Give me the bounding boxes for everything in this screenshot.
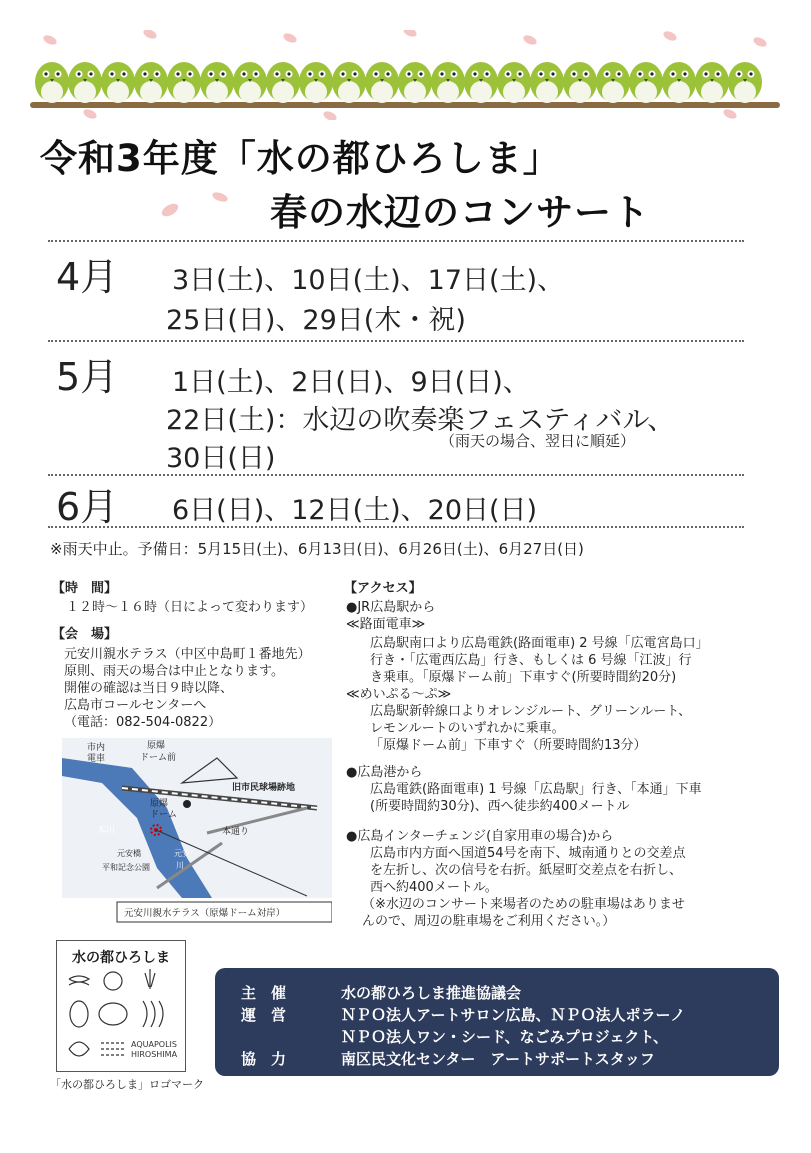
may-dates-line-3: 30日(日) (166, 443, 276, 474)
bird-icon (662, 62, 696, 103)
map-label-dome-mae: ドーム前 (140, 753, 177, 763)
month-june: 6月 (56, 485, 119, 529)
access-line: レモンルートのいずれかに乗車。 (370, 721, 565, 736)
divider (48, 240, 744, 242)
petal (282, 31, 298, 44)
bird-icon (365, 62, 399, 103)
access-line: 「原爆ドーム前」下車すぐ（所要時間約13分） (370, 738, 647, 753)
may-rain-postpone-note: （雨天の場合、翌日に順延） (440, 432, 636, 450)
divider (48, 340, 744, 342)
bird-icon (497, 62, 531, 103)
petal (142, 30, 158, 41)
venue-line-1: 元安川親水テラス（中区中島町１番地先） (64, 647, 311, 662)
sponsor-role-organizer: 主 催 (241, 984, 287, 1002)
access-line: 広島駅新幹線口よりオレンジルート、グリーンルート、 (370, 704, 692, 719)
map-label-motoyasu: 元安 (174, 849, 190, 858)
june-dates-line-1: 6日(日)、12日(土)、20日(日) (172, 495, 538, 526)
access-line: (所要時間約30分)、西へ徒歩約400メートル (370, 799, 630, 814)
divider (48, 474, 744, 476)
map-caption: 元安川親水テラス（原爆ドーム対岸） (124, 908, 286, 919)
branch (30, 102, 780, 108)
sponsor-name-operation-1: ＮＰＯ法人アートサロン広島、ＮＰＯ法人ポラーノ (341, 1006, 686, 1024)
april-dates-line-1: 3日(土)、10日(土)、17日(土)、 (172, 265, 565, 296)
bird-icon (101, 62, 135, 103)
map-label-shinai: 市内 (87, 743, 106, 753)
venue-map (62, 738, 332, 923)
bird-icon (35, 62, 69, 103)
access-line: 広島駅南口より広島電鉄(路面電車) 2 号線「広電宮島口」 (370, 636, 709, 651)
bird-icon (596, 62, 630, 103)
map-label-peace-park: 平和記念公園 (102, 863, 150, 872)
map-label-dome: ドーム (150, 810, 178, 820)
map-label-genbaku: 原爆 (147, 741, 166, 751)
map-label-hondori: 本通り (222, 827, 250, 837)
petal (42, 33, 58, 46)
access-line: ●広島港から (346, 765, 423, 780)
time-heading: 【時 間】 (52, 581, 118, 596)
sponsor-name-cooperation: 南区民文化センター アートサポートスタッフ (341, 1050, 655, 1068)
may-dates-line-1: 1日(土)、2日(日)、9日(日)、 (172, 367, 530, 398)
logo-title: 水の都ひろしま (72, 950, 170, 966)
access-line: ≪めいぷる～ぷ≫ (346, 687, 452, 702)
bird-icon (68, 62, 102, 103)
venue-line-2: 原則、雨天の場合は中止となります。 (64, 664, 284, 679)
logo-mark-grid (65, 969, 177, 1069)
rain-cancel-note: ※雨天中止。予備日：5月15日(土)、6月13日(日)、6月26日(土)、6月27日(日) (50, 540, 584, 558)
logo-en-2: HIROSHIMA (131, 1050, 177, 1059)
may-dates-line-2: 22日(土)：水辺の吹奏楽フェスティバル、 (166, 405, 675, 436)
bird-icon (266, 62, 300, 103)
sponsor-name-operation-2: ＮＰＯ法人ワン・シード、なごみプロジェクト、 (341, 1028, 669, 1046)
petal (522, 33, 538, 46)
title-line-1: 令和3年度「水の都ひろしま」 (40, 137, 561, 180)
access-line: 行き・「広電西広島」行き、もしくは 6 号線「江波」行 (370, 653, 692, 668)
bird-icon (464, 62, 498, 103)
access-line: ●JR広島駅から (346, 600, 436, 615)
bird-icon (332, 62, 366, 103)
access-line: 広島市内方面へ国道54号を南下、城南通りとの交差点 (370, 846, 686, 861)
map-label-densha: 電車 (87, 754, 106, 764)
map-label-motoyasu-bashi: 元安橋 (117, 849, 141, 858)
petal (322, 109, 338, 120)
organizers-box (215, 968, 779, 1076)
bird-icon (530, 62, 564, 103)
time-text: １２時～１６時（日によって変わります） (66, 600, 314, 615)
venue-line-5: （電話：082-504-0822） (64, 715, 222, 730)
bird-icon (695, 62, 729, 103)
petal-decoration (150, 185, 240, 225)
access-line: ●広島インターチェンジ(自家用車の場合)から (346, 829, 614, 844)
bird-row (35, 62, 762, 103)
bird-icon (167, 62, 201, 103)
access-line: 広島電鉄(路面電車) 1 号線「広島駅」行き、「本通」下車 (370, 782, 702, 797)
petal (662, 30, 678, 43)
map-label-ota: 本川 (97, 826, 116, 836)
venue-heading: 【会 場】 (52, 627, 118, 642)
logo-en-1: AQUAPOLIS (131, 1040, 177, 1049)
bird-icon (563, 62, 597, 103)
petal (82, 107, 98, 120)
bird-icon (728, 62, 762, 103)
access-line: （※水辺のコンサート来場者のための駐車場はありませ (362, 897, 685, 912)
map-label-genbaku-2: 原爆 (150, 799, 169, 809)
petal (722, 107, 738, 120)
divider (48, 526, 744, 528)
birds-banner-illustration (30, 30, 780, 120)
petal (402, 30, 418, 39)
month-may: 5月 (56, 355, 119, 399)
map-label-old-stadium: 旧市民球場跡地 (232, 783, 296, 793)
access-line: ≪路面電車≫ (346, 617, 426, 632)
access-line: んので、周辺の駐車場をご利用ください。） (362, 914, 616, 929)
bird-icon (134, 62, 168, 103)
map-label-kawa: 川 (176, 861, 184, 870)
access-line: を左折し、次の信号を右折。紙屋町交差点を右折し、 (370, 863, 683, 878)
title-line-2: 春の水辺のコンサート (270, 191, 650, 234)
logo-caption: 「水の都ひろしま」ロゴマーク (50, 1078, 204, 1091)
access-line: き乗車。「原爆ドーム前」下車すぐ(所要時間約20分) (370, 670, 677, 685)
venue-line-3: 開催の確認は当日９時以降、 (64, 681, 234, 696)
petal (752, 35, 768, 48)
bird-icon (233, 62, 267, 103)
tram-stop-dot (183, 800, 191, 808)
sponsor-role-cooperation: 協 力 (241, 1050, 287, 1068)
bird-icon (200, 62, 234, 103)
bird-icon (398, 62, 432, 103)
bird-icon (299, 62, 333, 103)
aquapolis-logo (56, 940, 186, 1072)
month-april: 4月 (56, 255, 119, 299)
venue-line-4: 広島市コールセンターへ (64, 698, 207, 713)
bird-icon (431, 62, 465, 103)
bird-icon (629, 62, 663, 103)
april-dates-line-2: 25日(日)、29日(木・祝) (166, 305, 466, 336)
sponsor-name-organizer: 水の都ひろしま推進協議会 (341, 984, 522, 1002)
access-line: 西へ約400メートル。 (370, 880, 498, 895)
access-heading: 【アクセス】 (344, 581, 422, 596)
sponsor-role-operation: 運 営 (241, 1006, 287, 1024)
